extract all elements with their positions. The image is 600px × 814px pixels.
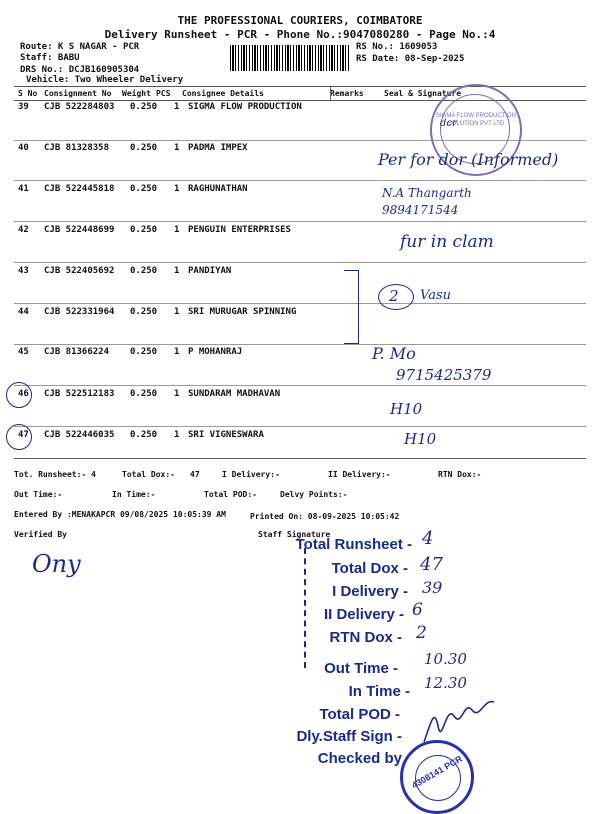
seal-handwritten-mark: dcr xyxy=(440,118,457,129)
runsheet-subtitle: Delivery Runsheet - PCR - Phone No.:9047080280 - Page No.:4 xyxy=(104,28,496,41)
row-weight: 0.250 xyxy=(130,184,158,194)
row-weight: 0.250 xyxy=(130,307,158,317)
row-weight: 0.250 xyxy=(130,225,158,235)
ii-delivery-label: II Delivery:- xyxy=(328,470,391,479)
row-pcs: 1 xyxy=(174,307,180,317)
verified-by-signature: Ony xyxy=(32,550,81,578)
table-row xyxy=(14,184,574,200)
row-consignment: CJB 522446035 xyxy=(44,430,115,440)
row-pcs: 1 xyxy=(174,143,180,153)
signature-scribble-icon xyxy=(420,696,500,746)
rs-number: RS No.: 1609053 xyxy=(356,42,438,52)
tot-runsheet: Tot. Runsheet:- 4 xyxy=(14,470,96,479)
row-weight: 0.250 xyxy=(130,143,158,153)
row-consignee: PADMA IMPEX xyxy=(188,143,248,153)
stamp-ii-delivery: II Delivery - xyxy=(323,606,404,623)
row-sno: 45 xyxy=(18,347,29,357)
col-consignee: Consignee Details xyxy=(182,89,264,98)
row-pcs: 1 xyxy=(174,347,180,357)
row-sno: 44 xyxy=(18,307,29,317)
row-consignment: CJB 522284803 xyxy=(44,102,115,112)
row-consignee: SIGMA FLOW PRODUCTION xyxy=(188,102,302,112)
i-delivery-label: I Delivery:- xyxy=(222,470,280,479)
row-pcs: 1 xyxy=(174,102,180,112)
stamp-total-dox-value: 47 xyxy=(420,554,443,575)
row-consignment: CJB 522445818 xyxy=(44,184,115,194)
bracket-mark xyxy=(344,270,359,344)
stamp-dly-staff-sign: Dly.Staff Sign - xyxy=(296,728,402,745)
stamp-total-runsheet-value: 4 xyxy=(422,528,434,549)
route-label: Route: K S NAGAR - PCR xyxy=(20,42,140,52)
staff-signature-label: Staff Signature xyxy=(258,530,331,539)
pcr-round-stamp xyxy=(400,740,474,814)
stamp-i-delivery: I Delivery - xyxy=(332,583,408,600)
row-sno: 43 xyxy=(18,266,29,276)
table-row xyxy=(14,430,574,446)
row-47-circle-mark xyxy=(6,424,32,450)
vehicle-label: Vehicle: Two Wheeler Delivery xyxy=(26,75,184,85)
row-consignee: PENGUIN ENTERPRISES xyxy=(188,225,291,235)
row-sno: 47 xyxy=(18,430,29,440)
row-44-circled-number: 2 xyxy=(389,287,399,305)
row-consignment: CJB 522512183 xyxy=(44,389,115,399)
out-time-label: Out Time:- xyxy=(14,490,63,499)
company-name: THE PROFESSIONAL COURIERS, COIMBATORE xyxy=(177,14,423,27)
total-dox-label: Total Dox:- xyxy=(122,470,175,479)
row-45-signature: P. Mo xyxy=(372,344,416,363)
stamp-rtn-dox-value: 2 xyxy=(416,623,427,643)
stamp-out-time-value: 10.30 xyxy=(424,650,467,668)
stamp-i-delivery-value: 39 xyxy=(422,578,443,597)
row-consignee: SRI VIGNESWARA xyxy=(188,430,264,440)
col-pcs: PCS xyxy=(156,89,171,98)
stamp-in-time: In Time - xyxy=(348,683,410,700)
row-46-circle-mark xyxy=(6,382,32,408)
table-row xyxy=(14,266,574,282)
row-45-phone: 9715425379 xyxy=(396,366,492,384)
printed-on: Printed On: 08-09-2025 10:05:42 xyxy=(250,512,400,521)
row-42-signature: fur in clam xyxy=(400,232,494,252)
row-44-circle-mark xyxy=(378,284,414,310)
row-consignment: CJB 522331964 xyxy=(44,307,115,317)
row-41-signature: N.A Thangarth xyxy=(382,186,472,200)
row-44-signature: Vasu xyxy=(420,288,451,303)
row-sno: 40 xyxy=(18,143,29,153)
in-time-label: In Time:- xyxy=(112,490,156,499)
row-pcs: 1 xyxy=(174,389,180,399)
row-47-signature: H10 xyxy=(404,430,437,448)
barcode xyxy=(230,45,350,71)
rs-date: RS Date: 08-Sep-2025 xyxy=(356,54,465,64)
total-pod-label: Total POD:- xyxy=(204,490,257,499)
col-consignment: Consignment No xyxy=(44,89,112,98)
row-consignee: PANDIYAN xyxy=(188,266,232,276)
row-pcs: 1 xyxy=(174,430,180,440)
row-weight: 0.250 xyxy=(130,430,158,440)
stamp-out-time: Out Time - xyxy=(324,660,398,677)
row-41-phone: 9894171544 xyxy=(382,203,459,217)
row-weight: 0.250 xyxy=(130,102,158,112)
col-sno: S No xyxy=(18,89,38,98)
row-weight: 0.250 xyxy=(130,389,158,399)
row-consignment: CJB 522448699 xyxy=(44,225,115,235)
row-sno: 41 xyxy=(18,184,29,194)
stamp-rtn-dox: RTN Dox - xyxy=(329,629,402,646)
entered-by: Entered By :MENAKAPCR 09/08/2025 10:05:39 AM xyxy=(14,510,226,519)
col-weight: Weight xyxy=(122,89,151,98)
total-dox-value: 47 xyxy=(190,470,200,479)
stamp-total-dox: Total Dox - xyxy=(331,560,408,577)
pcr-stamp-text: 4308141 PCR xyxy=(410,753,464,791)
row-consignment: CJB 522405692 xyxy=(44,266,115,276)
table-row xyxy=(14,307,574,323)
row-pcs: 1 xyxy=(174,225,180,235)
row-consignment: CJB 81328358 xyxy=(44,143,110,153)
col-remarks: Remarks xyxy=(330,89,364,98)
table-row xyxy=(14,347,574,363)
stamp-total-runsheet: Total Runsheet - xyxy=(295,536,412,553)
rtn-dox-label: RTN Dox:- xyxy=(438,470,482,479)
stamp-checked-by: Checked by xyxy=(317,750,402,767)
row-weight: 0.250 xyxy=(130,266,158,276)
row-weight: 0.250 xyxy=(130,347,158,357)
row-40-signature: Per for dor (Informed) xyxy=(378,150,559,169)
stamp-in-time-value: 12.30 xyxy=(424,674,467,692)
verified-by-label: Verified By xyxy=(14,530,67,539)
col-seal-signature: Seal & Signature xyxy=(384,89,462,98)
row-consignment: CJB 81366224 xyxy=(44,347,110,357)
row-sno: 42 xyxy=(18,225,29,235)
staff-label: Staff: BABU xyxy=(20,53,80,63)
row-pcs: 1 xyxy=(174,184,180,194)
row-sno: 39 xyxy=(18,102,29,112)
delvy-points-label: Delvy Points:- xyxy=(280,490,348,499)
row-consignee: P MOHANRAJ xyxy=(188,347,243,357)
stamp-total-pod: Total POD - xyxy=(319,706,400,723)
row-sno: 46 xyxy=(18,389,29,399)
drs-number: DRS No.: DCJB160905304 xyxy=(20,65,140,75)
stamp-ii-delivery-value: 6 xyxy=(412,600,423,620)
row-46-signature: H10 xyxy=(390,400,423,418)
table-row xyxy=(14,389,574,405)
row-consignee: SRI MURUGAR SPINNING xyxy=(188,307,297,317)
row-consignee: SUNDARAM MADHAVAN xyxy=(188,389,281,399)
stamp-margin-line xyxy=(304,548,306,668)
seal-text: SIGMA FLOW PRODUCTION SOLUTION PVT LTD xyxy=(435,113,516,127)
row-pcs: 1 xyxy=(174,266,180,276)
row-consignee: RAGHUNATHAN xyxy=(188,184,248,194)
